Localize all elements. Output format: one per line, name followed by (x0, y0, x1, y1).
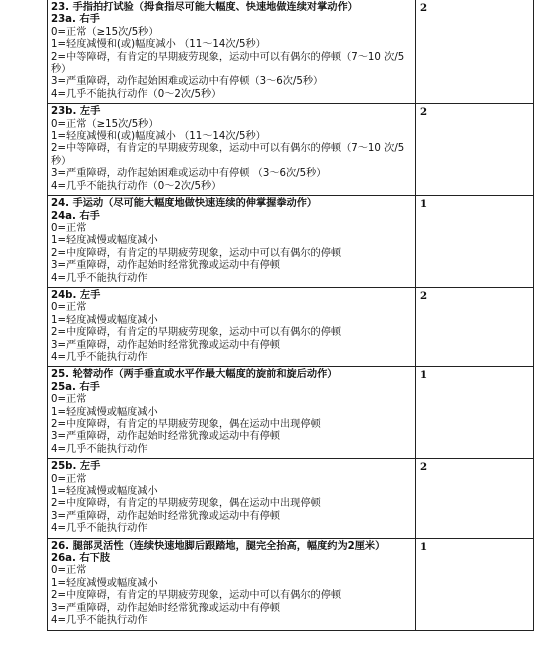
assessment-rows (48, 0, 534, 630)
score-option: 4=几乎不能执行动作（0～2次/5秒） (51, 88, 222, 100)
score-option: 4=几乎不能执行动作 (51, 351, 148, 363)
score-option: 2=中等障碍，有肯定的早期疲劳现象，运动中可以有偶尔的停顿（7～10 次/5秒） (51, 143, 405, 167)
score-option: 2=中度障碍，有肯定的早期疲劳现象，运动中可以有偶尔的停顿 (51, 247, 342, 259)
score-option: 0=正常 (51, 565, 87, 577)
score-option: 1=轻度减慢或幅度减小 (51, 235, 158, 247)
score-option: 3=严重障碍，动作起始困难或运动中有停顿（3～6次/5秒） (51, 76, 324, 88)
score-option: 0=正常 (51, 394, 87, 406)
score-option: 3=严重障碍，动作起始时经常犹豫或运动中有停顿 (51, 260, 280, 272)
item-description-cell (48, 367, 416, 459)
item-heading: 24a. 右手 (51, 210, 100, 222)
table-row (48, 367, 534, 459)
item-description-cell (48, 459, 416, 538)
item-heading: 25b. 左手 (51, 461, 101, 473)
score-value: 1 (416, 538, 534, 630)
score-value: 2 (416, 287, 534, 366)
score-option: 1=轻度减慢和(或)幅度减小 （11～14次/5秒） (51, 131, 266, 143)
item-heading: 24b. 左手 (51, 289, 101, 301)
score-option: 1=轻度减慢或幅度减小 (51, 486, 158, 498)
score-option: 3=严重障碍，动作起始时经常犹豫或运动中有停顿 (51, 431, 280, 443)
table-row (48, 538, 534, 630)
score-option: 0=正常（≥15次/5秒） (51, 26, 159, 38)
item-heading: 23b. 左手 (51, 106, 101, 118)
table-row (48, 287, 534, 366)
score-option: 2=中等障碍，有肯定的早期疲劳现象，运动中可以有偶尔的停顿（7～10 次/5秒） (51, 51, 405, 76)
score-option: 2=中度障碍，有肯定的早期疲劳现象，运动中可以有偶尔的停顿 (51, 590, 342, 602)
score-option: 3=严重障碍，动作起始困难或运动中有停顿 （3～6次/5秒） (51, 168, 327, 180)
score-option: 0=正常 (51, 222, 87, 234)
table-row (48, 0, 534, 104)
score-option: 0=正常（≥15次/5秒） (51, 118, 159, 130)
score-option: 3=严重障碍，动作起始时经常犹豫或运动中有停顿 (51, 602, 280, 614)
score-option: 0=正常 (51, 302, 87, 314)
score-value: 2 (416, 104, 534, 196)
score-option: 3=严重障碍，动作起始时经常犹豫或运动中有停顿 (51, 339, 280, 351)
score-option: 1=轻度减慢和(或)幅度减小 （11～14次/5秒） (51, 39, 266, 51)
item-description-cell (48, 538, 416, 630)
item-heading: 26. 腿部灵活性（连续快速地脚后跟踏地，腿完全抬高，幅度约为2厘米） (51, 540, 386, 552)
item-description-cell (48, 196, 416, 288)
score-value: 1 (416, 367, 534, 459)
score-option: 1=轻度减慢或幅度减小 (51, 314, 158, 326)
item-heading: 25a. 右手 (51, 381, 100, 393)
score-option: 4=几乎不能执行动作 (51, 272, 148, 284)
score-option: 4=几乎不能执行动作 (51, 615, 148, 627)
score-option: 2=中度障碍，有肯定的早期疲劳现象，偶在运动中出现停顿 (51, 419, 321, 430)
item-heading: 25. 轮替动作（两手垂直或水平作最大幅度的旋前和旋后动作） (51, 369, 338, 381)
item-description-cell (48, 287, 416, 366)
item-description-cell (48, 0, 416, 104)
score-option: 1=轻度减慢或幅度减小 (51, 406, 158, 418)
score-option: 1=轻度减慢或幅度减小 (51, 577, 158, 589)
score-option: 2=中度障碍，有肯定的早期疲劳现象，偶在运动中出现停顿 (51, 498, 321, 510)
item-heading: 23a. 右手 (51, 14, 100, 26)
item-description-cell (48, 104, 416, 196)
score-option: 3=严重障碍，动作起始时经常犹豫或运动中有停顿 (51, 510, 280, 522)
score-value: 1 (416, 196, 534, 288)
item-heading: 23. 手指拍打试验（拇食指尽可能大幅度、快速地做连续对掌动作） (51, 2, 358, 13)
score-value: 2 (416, 0, 534, 104)
score-option: 4=几乎不能执行动作 (51, 523, 148, 535)
table-row (48, 459, 534, 538)
score-option: 4=几乎不能执行动作 (51, 443, 148, 455)
item-heading: 26a. 右下肢 (51, 553, 111, 565)
score-option: 2=中度障碍，有肯定的早期疲劳现象，运动中可以有偶尔的停顿 (51, 327, 342, 339)
score-option: 4=几乎不能执行动作（0～2次/5秒） (51, 180, 222, 192)
score-value: 2 (416, 459, 534, 538)
item-heading: 24. 手运动（尽可能大幅度地做快速连续的伸掌握拳动作） (51, 198, 318, 210)
assessment-table (47, 0, 534, 631)
table-row (48, 196, 534, 288)
table-row (48, 104, 534, 196)
score-option: 0=正常 (51, 473, 87, 485)
